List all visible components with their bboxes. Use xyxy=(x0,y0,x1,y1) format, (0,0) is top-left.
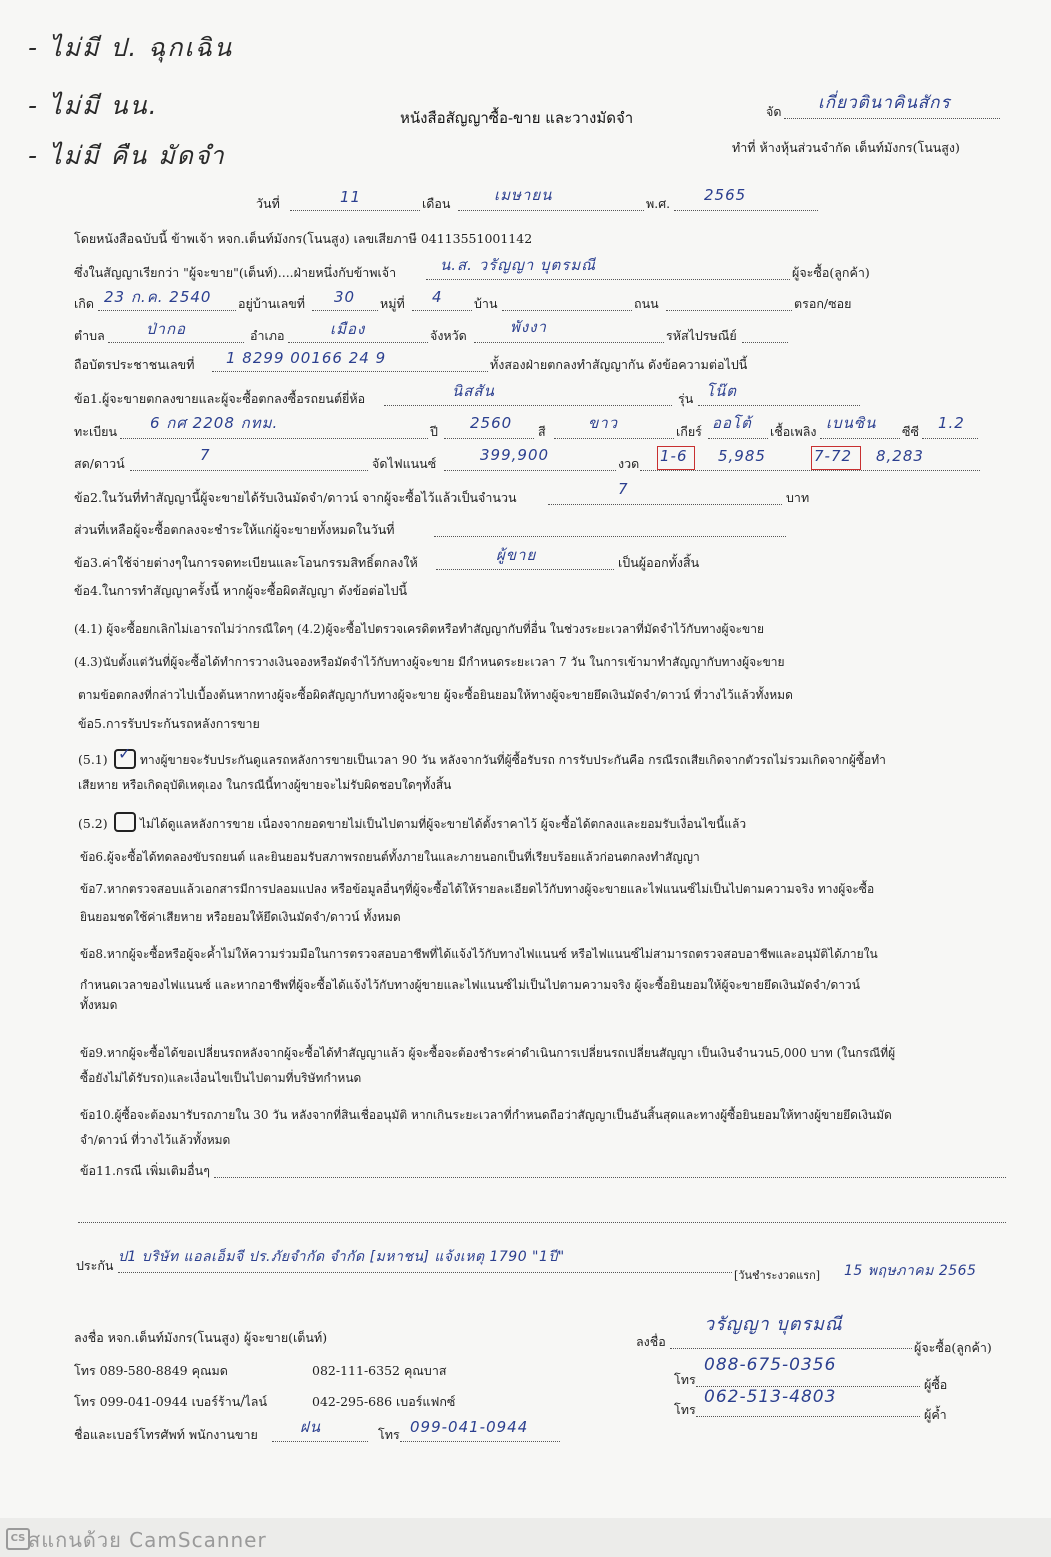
installment-2-amount: 8,283 xyxy=(876,447,924,465)
model-label: รุ่น xyxy=(678,391,694,406)
installment-1-amount: 5,985 xyxy=(718,447,766,465)
seller-phone-4: 042-295-686 เบอร์แฟกซ์ xyxy=(312,1394,456,1409)
dotted-line xyxy=(708,438,768,439)
installment-label: งวด xyxy=(618,456,640,471)
dotted-line xyxy=(784,118,1000,119)
born-value: 23 ก.ค. 2540 xyxy=(104,288,212,306)
clause9-text: ข้อ9.หากผู้จะซื้อได้ขอเปลี่ยนรถหลังจากผู้จะซื้อได้ทำสัญญาแล้ว ผู้จะซื้อจะต้องชำระค่าดำเนินการเปลี่ยนรถเปลี่ยนสัญญา เป็นเงินจำนวน5,000 บาท (ในกรณีที่ผู้ xyxy=(80,1046,896,1060)
clause3-value: ผู้ขาย xyxy=(496,546,537,564)
dotted-line xyxy=(212,371,488,372)
first-payment-value: 15 พฤษภาคม 2565 xyxy=(844,1263,977,1279)
dotted-line xyxy=(384,405,672,406)
clause10-continued: จำ/ดาวน์ ที่วางไว้แล้วทั้งหมด xyxy=(80,1133,231,1147)
amphoe-value: เมือง xyxy=(330,320,366,338)
soi-label: ตรอก/ซอย xyxy=(794,296,852,311)
clause2-text: ข้อ2.ในวันที่ทำสัญญานี้ผู้จะขายได้รับเงินมัดจำ/ดาวน์ จากผู้จะซื้อไว้แล้วเป็นจำนวน xyxy=(74,490,517,505)
guarantor-phone-role: ผู้ค้ำ xyxy=(924,1407,947,1422)
dotted-line xyxy=(272,1441,368,1442)
dotted-line xyxy=(698,405,860,406)
made-by-label: จัด xyxy=(766,104,782,119)
clause8-continued: กำหนดเวลาของไฟแนนซ์ และหากอาชีพที่ผู้จะซื้อได้แจ้งไว้กับทางผู้ขายและไฟแนนซ์ไม่เป็นไปตามความจริง ผู้จะซื้อยินยอมให้ผู้จะขายยึดเงินมัดจำ/ดาวน์ xyxy=(80,978,860,992)
clause4-3-text: (4.3)นับตั้งแต่วันที่ผู้จะซื้อได้ทำการวางเงินจองหรือมัดจำไว้กับทางผู้จะขาย มีกำหนดระยะเวลา 7 วัน ในการเข้ามาทำสัญญากับทางผู้จะขาย xyxy=(74,655,785,669)
clause5-1-label: (5.1) xyxy=(78,752,108,767)
document-location: ทำที่ ห้างหุ้นส่วนจำกัด เต็นท์มังกร(โนนสูง) xyxy=(732,140,960,155)
clause5-1-text: ทางผู้ขายจะรับประกันดูแลรถหลังการขายเป็นเวลา 90 วัน หลังจากวันที่ผู้ซื้อรับรถ การรับประกันคือ กรณีรถเสียเกิดจากตัวรถไม่รวมเกิดจากผู้ซื้อทำ xyxy=(140,753,886,767)
dotted-line xyxy=(674,210,818,211)
moo-value: 4 xyxy=(432,288,443,306)
clause2-remainder: ส่วนที่เหลือผู้จะซื้อตกลงจะชำระให้แก่ผู้จะขายทั้งหมดในวันที่ xyxy=(74,522,395,537)
buyer-sign-label: ลงชื่อ xyxy=(636,1334,666,1349)
clause4-1-text: (4.1) ผู้จะซื้อยกเลิกไม่เอารถไม่ว่ากรณีใดๆ (4.2)ผู้จะซื้อไปตรวจเครดิตหรือทำสัญญากับที่อื่น ในช่วงระยะเวลาที่มัดจำไว้กับทางผู้จะขาย xyxy=(74,622,765,636)
insurance-label: ประกัน xyxy=(76,1258,114,1273)
camscanner-watermark: สแกนด้วย CamScanner xyxy=(28,1528,267,1552)
seller-signature: ลงชื่อ หจก.เต็นท์มังกร(โนนสูง) ผู้จะขาย(เต็นท์) xyxy=(74,1330,328,1345)
car-color-label: สี xyxy=(538,424,546,439)
tambon-label: ตำบล xyxy=(74,328,105,343)
dotted-line xyxy=(820,438,900,439)
clause6-text: ข้อ6.ผู้จะซื้อได้ทดลองขับรถยนต์ และยินยอมรับสภาพรถยนต์ทั้งภายในและภายนอกเป็นที่เรียบร้อยแล้วก่อนตกลงทำสัญญา xyxy=(80,850,700,864)
dotted-line xyxy=(444,438,534,439)
clause4-text: ข้อ4.ในการทำสัญญาครั้งนี้ หากผู้จะซื้อผิดสัญญา ดังข้อต่อไปนี้ xyxy=(74,583,408,598)
date-month: เมษายน xyxy=(494,186,553,204)
finance-label: จัดไฟแนนซ์ xyxy=(372,456,437,471)
buyer-signature-role: ผู้จะซื้อ(ลูกค้า) xyxy=(914,1340,992,1355)
dotted-line xyxy=(118,1272,732,1273)
registration-value: 6 กศ 2208 กทม. xyxy=(150,414,279,432)
seller-phone-1: โทร 089-580-8849 คุณมด xyxy=(74,1363,228,1378)
seller-phone-2: 082-111-6352 คุณบาส xyxy=(312,1363,447,1378)
clause7-continued: ยินยอมชดใช้ค่าเสียหาย หรือยอมให้ยึดเงินมัดจำ/ดาวน์ ทั้งหมด xyxy=(80,910,401,924)
clause11-text: ข้อ11.กรณี เพิ่มเติมอื่นๆ xyxy=(80,1163,210,1178)
sales-staff-phone: 099-041-0944 xyxy=(410,1418,529,1436)
agreement-text: ทั้งสองฝ่ายตกลงทำสัญญากัน ดังข้อความต่อไปนี้ xyxy=(490,357,748,372)
down-payment-label: สด/ดาวน์ xyxy=(74,456,125,471)
guarantor-phone-label: โทร xyxy=(674,1402,696,1417)
dotted-line xyxy=(666,310,792,311)
clause8-tail: ทั้งหมด xyxy=(80,998,118,1012)
finance-value: 399,900 xyxy=(480,446,550,464)
sales-staff-name: ฝน xyxy=(300,1418,322,1436)
dotted-line xyxy=(458,210,644,211)
made-by-value: เกี่ยวตินาคินสักร xyxy=(818,93,951,113)
dotted-line xyxy=(312,310,378,311)
gear-label: เกียร์ xyxy=(676,424,702,439)
moo-label: หมู่ที่ xyxy=(380,296,405,311)
dotted-line xyxy=(108,342,244,343)
born-label: เกิด xyxy=(74,296,94,311)
dotted-line xyxy=(548,504,782,505)
dotted-line xyxy=(444,470,616,471)
dotted-line xyxy=(436,569,614,570)
dotted-line xyxy=(130,470,368,471)
intro-text: โดยหนังสือฉบับนี้ ข้าพเจ้า หจก.เต็นท์มังกร(โนนสูง) เลขเสียภาษี 0411355100114​2 xyxy=(74,231,533,246)
first-payment-label: [วันชำระงวดแรก] xyxy=(734,1269,821,1282)
buyer-role-label: ผู้จะซื้อ(ลูกค้า) xyxy=(792,265,870,280)
insurance-value: ป1 บริษัท แอลเอ็มจี ปร.ภัยจำกัด จำกัด [มหาชน] แจ้งเหตุ 1790 "1ปี" xyxy=(118,1249,565,1265)
clause5-text: ข้อ5.การรับประกันรถหลังการขาย xyxy=(78,716,260,731)
dotted-line xyxy=(426,279,790,280)
clause1-label: ข้อ1.ผู้จะขายตกลงขายและผู้จะซื้อตกลงซื้อรถยนต์ยี่ห้อ xyxy=(74,391,366,406)
tambon-value: ป่ากอ xyxy=(146,320,187,338)
postcode-label: รหัสไปรษณีย์ xyxy=(666,328,737,343)
car-color: ขาว xyxy=(588,414,619,432)
dotted-line xyxy=(412,310,472,311)
clause2-value: 7 xyxy=(618,480,629,498)
clause3-text: ข้อ3.ค่าใช้จ่ายต่างๆในการจดทะเบียนและโอนกรรมสิทธิ์ตกลงให้ xyxy=(74,555,418,570)
dotted-line xyxy=(290,210,420,211)
id-card-label: ถือบัตรประชาชนเลขที่ xyxy=(74,357,195,372)
house-no-label: อยู่บ้านเลขที่ xyxy=(238,296,306,311)
buyer-name: น.ส. วรัญญา บุตรมณี xyxy=(440,256,597,274)
cc-label: ซีซี xyxy=(902,424,919,439)
clause8-text: ข้อ8.หากผู้จะซื้อหรือผู้จะค้ำไม่ให้ความร่วมมือในการตรวจสอบอาชีพที่ได้แจ้งไว้กับทางไฟแนนซ์ หรือไฟแนนซ์ไม่สามารถตรวจสอบอาชีพและอนุมัติได้ภายใน xyxy=(80,947,878,961)
date-day: 11 xyxy=(340,188,362,206)
dotted-line xyxy=(78,1222,1006,1223)
sales-staff-label: ชื่อและเบอร์โทรศัพท์ พนักงานขาย xyxy=(74,1427,258,1442)
handwritten-note-3: - ไม่มี คืน มัดจำ xyxy=(28,141,226,170)
clause4-3-continued: ตามข้อตกลงที่กล่าวไปเบื้องต้นหากทางผู้จะซื้อผิดสัญญากับทางผู้จะขาย ผู้จะซื้อยินยอมให้ทางผู้จะขายยึดเงินมัดจำ/ดาวน์ ที่วางไว้แล้วทั้งหมด xyxy=(78,688,793,702)
village-label: บ้าน xyxy=(474,296,498,311)
car-year: 2560 xyxy=(470,414,513,432)
dotted-line xyxy=(670,1348,912,1349)
buyer-phone-role: ผู้ซื้อ xyxy=(924,1377,948,1392)
buyer-signature: วรัญญา บุตรมณี xyxy=(704,1314,843,1335)
dotted-line xyxy=(214,1177,1006,1178)
down-payment-value: 7 xyxy=(200,446,211,464)
installment-1-period: 1-6 xyxy=(660,447,688,465)
seller-clause-label: ซึ่งในสัญญาเรียกว่า "ผู้จะขาย"(เต็นท์)....ฝ่ายหนึ่งกับข้าพเจ้า xyxy=(74,265,397,280)
dotted-line xyxy=(434,536,786,537)
sales-staff-phone-label: โทร xyxy=(378,1427,400,1442)
registration-label: ทะเบียน xyxy=(74,424,118,439)
amphoe-label: อำเภอ xyxy=(250,328,285,343)
dotted-line xyxy=(742,342,788,343)
date-year: 2565 xyxy=(704,186,747,204)
dotted-line xyxy=(120,438,428,439)
dotted-line xyxy=(474,342,664,343)
date-month-label: เดือน xyxy=(422,196,451,211)
fuel-value: เบนซิน xyxy=(826,414,877,432)
check-mark-icon: ✓ xyxy=(118,744,133,763)
date-year-label: พ.ศ. xyxy=(646,196,671,211)
car-model: โน๊ต xyxy=(706,382,738,400)
date-day-label: วันที่ xyxy=(256,196,280,211)
road-label: ถนน xyxy=(634,296,659,311)
clause5-2-text: ไม่ได้ดูแลหลังการขาย เนื่องจากยอดขายไม่เป็นไปตามที่ผู้จะขายได้ตั้งราคาไว้ ผู้จะซื้อได้ตกลงและยอมรับเงื่อนไขนี้แล้ว xyxy=(140,817,747,831)
dotted-line xyxy=(98,310,236,311)
car-brand: นิสสัน xyxy=(452,382,495,400)
house-no-value: 30 xyxy=(334,288,356,306)
car-year-label: ปี xyxy=(430,424,438,439)
clause3-tail: เป็นผู้ออกทั้งสิ้น xyxy=(618,555,700,570)
buyer-phone-label: โทร xyxy=(674,1372,696,1387)
dotted-line xyxy=(922,438,978,439)
clause7-text: ข้อ7.หากตรวจสอบแล้วเอกสารมีการปลอมแปลง หรือข้อมูลอื่นๆที่ผู้จะซื้อได้ให้รายละเอียดไว้กับทางผู้จะขายและไฟแนนซ์ไม่เป็นไปตามความจริง ทางผู้จะซื้อ xyxy=(80,882,875,896)
dotted-line xyxy=(554,438,674,439)
dotted-line xyxy=(640,470,980,471)
document-title: หนังสือสัญญาซื้อ-ขาย และวางมัดจำ xyxy=(400,109,634,127)
handwritten-note-1: - ไม่มี ป. ฉุกเฉิน xyxy=(28,33,234,62)
gear-value: ออโต้ xyxy=(712,414,752,432)
installment-2-period: 7-72 xyxy=(814,447,853,465)
id-card-number: 1 8299 00166 24 9 xyxy=(226,349,387,367)
province-label: จังหวัด xyxy=(430,328,467,343)
dotted-line xyxy=(400,1441,560,1442)
clause5-1-continued: เสียหาย หรือเกิดอุบัติเหตุเอง ในกรณีนี้ทางผู้ขายจะไม่รับผิดชอบใดๆทั้งสิ้น xyxy=(78,778,452,792)
clause10-text: ข้อ10.ผู้ซื้อจะต้องมารับรถภายใน 30 วัน หลังจากที่สินเชื่ออนุมัติ หากเกินระยะเวลาที่กำหนดถือว่าสัญญาเป็นอันสิ้นสุดและทางผู้ซื้อยินยอมให้ทางผู้ขายยึดเงินมัด xyxy=(80,1108,892,1122)
dotted-line xyxy=(502,310,632,311)
handwritten-note-2: - ไม่มี นน. xyxy=(28,91,159,120)
dotted-line xyxy=(696,1416,920,1417)
fuel-label: เชื้อเพลิง xyxy=(770,424,817,439)
clause2-unit: บาท xyxy=(786,490,810,505)
camscanner-logo-icon: CS xyxy=(6,1528,30,1550)
no-warranty-checkbox xyxy=(114,812,136,832)
dotted-line xyxy=(288,342,428,343)
cc-value: 1.2 xyxy=(938,414,965,432)
buyer-phone: 088-675-0356 xyxy=(704,1355,837,1375)
province-value: พังงา xyxy=(510,318,547,336)
clause9-continued: ซื้อยังไม่ได้รับรถ)และเงื่อนไขเป็นไปตามที่บริษัทกำหนด xyxy=(80,1071,362,1085)
scanner-footer xyxy=(0,1518,1051,1557)
guarantor-phone: 062-513-4803 xyxy=(704,1387,837,1407)
seller-phone-3: โทร 099-041-0944 เบอร์ร้าน/ไลน์ xyxy=(74,1394,267,1409)
clause5-2-label: (5.2) xyxy=(78,816,108,831)
